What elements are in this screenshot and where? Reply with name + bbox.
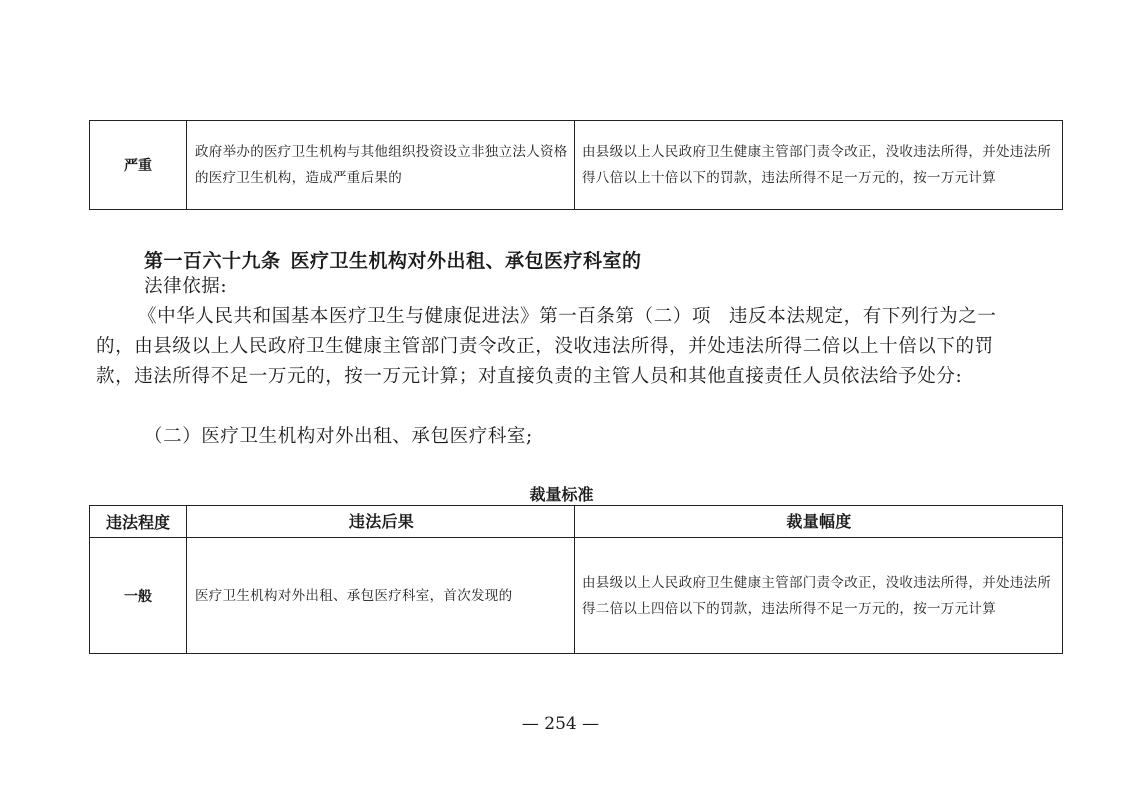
article-heading bbox=[144, 246, 642, 273]
previous-standard-table bbox=[89, 120, 1063, 210]
column-header-consequence: 违法后果 bbox=[187, 506, 575, 538]
article-number: 第一百六十九条 bbox=[144, 250, 281, 272]
table-caption: 裁量标准 bbox=[529, 485, 594, 504]
discretion-standard-table bbox=[89, 505, 1063, 654]
table-row bbox=[90, 121, 1063, 210]
column-header-penalty: 裁量幅度 bbox=[575, 506, 1063, 538]
law-paragraph bbox=[96, 302, 1031, 392]
penalty-range-cell: 由县级以上人民政府卫生健康主管部门责令改正，没收违法所得，并处违法所得二倍以上四倍以下的罚款，违法所得不足一万元的，按一万元计算 bbox=[575, 538, 1063, 654]
table-row bbox=[90, 538, 1063, 654]
law-text: 违反本法规定，有下列行为之一的，由县级以上人民政府卫生健康主管部门责令改正，没收违法所得，并处违法所得二倍以上十倍以下的罚款，违法所得不足一万元的，按一万元计算；对直接负责的主管人员和其他直接责任人员依法给予处分: bbox=[96, 306, 997, 387]
page-number: — 254 — bbox=[521, 714, 600, 734]
table-header-row bbox=[90, 506, 1063, 538]
violation-consequence-cell: 政府举办的医疗卫生机构与其他组织投资设立非独立法人资格的医疗卫生机构，造成严重后果的 bbox=[187, 121, 575, 210]
law-item: （二）医疗卫生机构对外出租、承包医疗科室; bbox=[144, 426, 533, 447]
article-title: 医疗卫生机构对外出租、承包医疗科室的 bbox=[290, 250, 642, 272]
violation-consequence-cell: 医疗卫生机构对外出租、承包医疗科室，首次发现的 bbox=[187, 538, 575, 654]
legal-basis-label: 法律依据: bbox=[144, 276, 228, 297]
penalty-range-cell: 由县级以上人民政府卫生健康主管部门责令改正，没收违法所得，并处违法所得八倍以上十倍以下的罚款，违法所得不足一万元的，按一万元计算 bbox=[575, 121, 1063, 210]
violation-degree-cell: 严重 bbox=[90, 121, 187, 210]
column-header-degree: 违法程度 bbox=[90, 506, 187, 538]
violation-degree-cell: 一般 bbox=[90, 538, 187, 654]
law-reference: 《中华人民共和国基本医疗卫生与健康促进法》第一百条第（二）项 bbox=[138, 306, 712, 327]
